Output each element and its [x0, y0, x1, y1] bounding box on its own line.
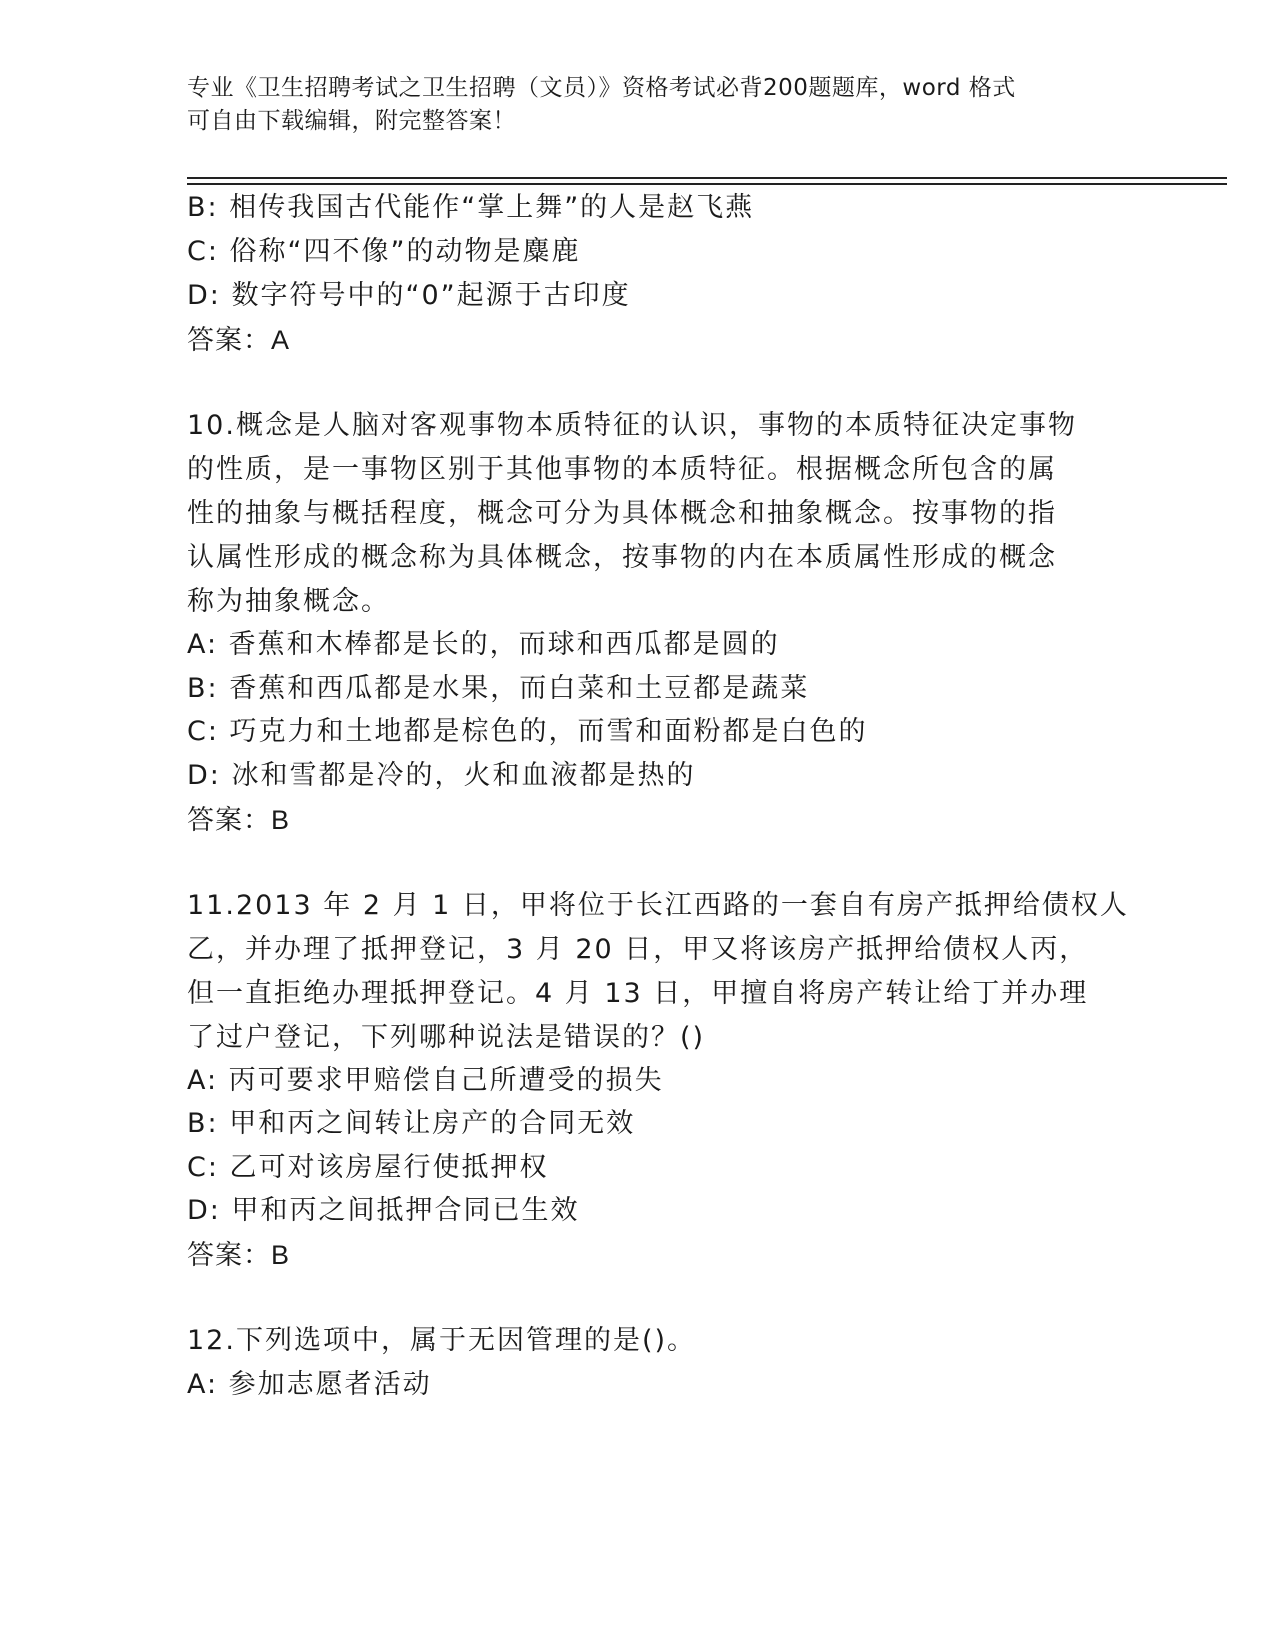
question-text-line: 了过户登记，下列哪种说法是错误的？(): [187, 1022, 706, 1053]
header-line-2: 可自由下载编辑，附完整答案！: [187, 108, 516, 134]
question-text-line: 认属性形成的概念称为具体概念，按事物的内在本质属性形成的概念: [187, 542, 1057, 573]
option-c: C: 俗称“四不像”的动物是麋鹿: [187, 236, 581, 267]
option-d: D: 冰和雪都是冷的，火和血液都是热的: [187, 760, 696, 791]
question-text-line: 称为抽象概念。: [187, 586, 390, 617]
header-divider-top: [187, 177, 1227, 179]
answer: 答案：B: [187, 1240, 291, 1270]
header-divider-bottom: [187, 183, 1227, 185]
document-header: [187, 72, 1077, 138]
answer: 答案：B: [187, 805, 291, 835]
answer: 答案：A: [187, 325, 291, 355]
question-text-line: 的性质，是一事物区别于其他事物的本质特征。根据概念所包含的属: [187, 454, 1057, 485]
option-c: C: 乙可对该房屋行使抵押权: [187, 1152, 549, 1183]
option-b: B: 甲和丙之间转让房产的合同无效: [187, 1108, 636, 1139]
option-a: A: 香蕉和木棒都是长的，而球和西瓜都是圆的: [187, 629, 780, 660]
option-d: D: 数字符号中的“0”起源于古印度: [187, 280, 631, 311]
question-text-line: 性的抽象与概括程度，概念可分为具体概念和抽象概念。按事物的指: [187, 498, 1057, 529]
question-text-line: 12.下列选项中，属于无因管理的是()。: [187, 1325, 697, 1356]
option-a: A: 参加志愿者活动: [187, 1369, 432, 1400]
option-b: B: 香蕉和西瓜都是水果，而白菜和土豆都是蔬菜: [187, 673, 810, 704]
option-c: C: 巧克力和土地都是棕色的，而雪和面粉都是白色的: [187, 716, 868, 747]
option-a: A: 丙可要求甲赔偿自己所遭受的损失: [187, 1065, 664, 1096]
header-line-1: 专业《卫生招聘考试之卫生招聘（文员）》资格考试必背200题题库，word 格式: [187, 75, 1016, 101]
question-text-line: 10.概念是人脑对客观事物本质特征的认识，事物的本质特征决定事物: [187, 410, 1077, 441]
option-d: D: 甲和丙之间抵押合同已生效: [187, 1195, 580, 1226]
question-text-line: 11.2013 年 2 月 1 日，甲将位于长江西路的一套自有房产抵押给债权人: [187, 890, 1129, 921]
option-b: B: 相传我国古代能作“掌上舞”的人是赵飞燕: [187, 192, 755, 223]
question-text-line: 乙，并办理了抵押登记，3 月 20 日，甲又将该房产抵押给债权人丙，: [187, 934, 1089, 965]
question-text-line: 但一直拒绝办理抵押登记。4 月 13 日，甲擅自将房产转让给丁并办理: [187, 978, 1089, 1009]
